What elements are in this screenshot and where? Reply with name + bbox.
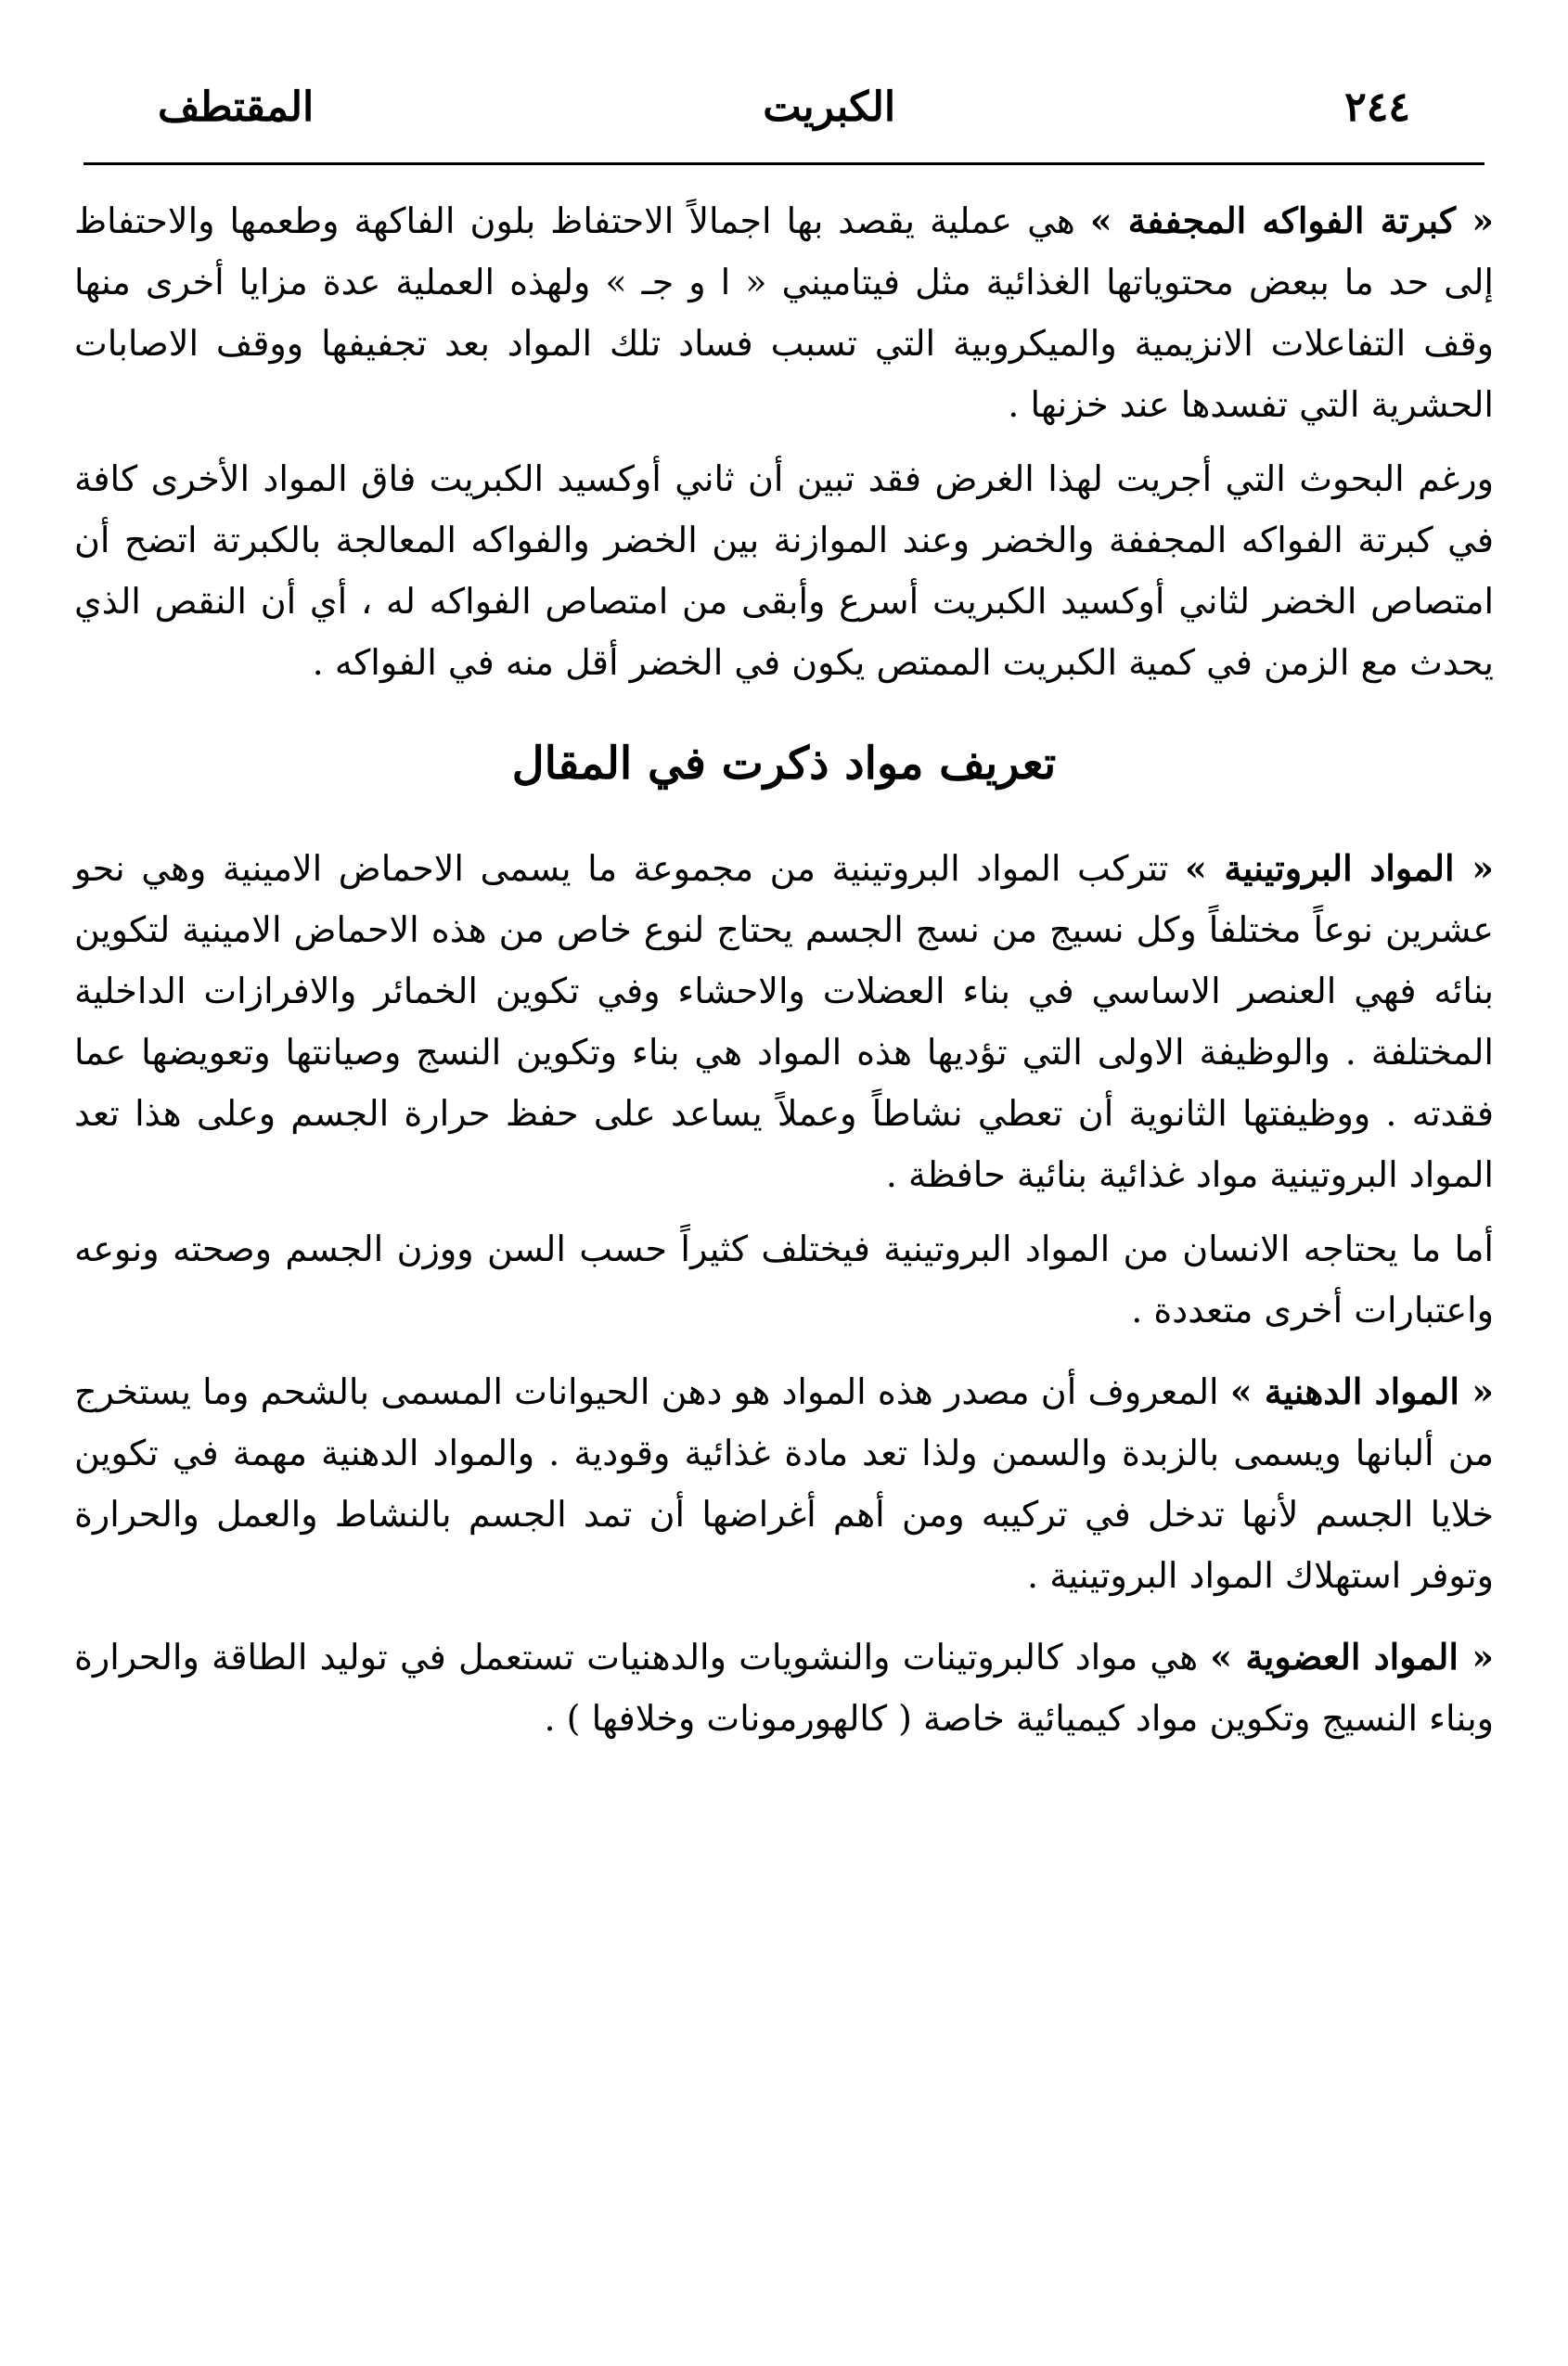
paragraph-research-results xyxy=(74,448,1494,693)
term-label: « المواد الدهنية » xyxy=(1229,1370,1494,1412)
paragraph-organic-matter xyxy=(74,1627,1494,1749)
term-label: « المواد العضوية » xyxy=(1210,1636,1494,1678)
paragraph-text: هي مواد كالبروتينات والنشويات والدهنيات تستعمل في توليد الطاقة والحرارة وبناء النسيج وتكوين مواد كيميائية خاصة ( كالهورمونات وخلافها ) . xyxy=(74,1637,1494,1739)
header-rule xyxy=(84,162,1484,165)
paragraph-dried-fruit-sulfuring xyxy=(74,190,1494,435)
page-header xyxy=(74,65,1494,148)
term-label: « المواد البروتينية » xyxy=(1184,847,1494,889)
paragraph-text: تتركب المواد البروتينية من مجموعة ما يسمى الاحماض الامينية وهي نحو عشرين نوعاً مختلفاً وكل نسيج من نسج الجسم يحتاج لنوع خاص من هذه الاحماض الامينية لتكوين بنائه فهي العنصر الاساسي في بناء العضلات والاحشاء وفي تكوين الخمائر والافرازات الداخلية المختلفة . والوظيفة الاولى التي تؤديها هذه المواد هي بناء وتكوين النسج وصيانتها وتعويضها عما فقدته . ووظيفتها الثانوية أن تعطي نشاطاً وعملاً يساعد على حفظ حرارة الجسم وعلى هذا تعد المواد البروتينية مواد غذائية بنائية حافظة . xyxy=(74,848,1494,1195)
paragraph-text: هي عملية يقصد بها اجمالاً الاحتفاظ بلون الفاكهة وطعمها والاحتفاظ إلى حد ما ببعض محتوياتها الغذائية مثل فيتاميني « ا و جـ » ولهذه العملية عدة مزايا أخرى منها وقف التفاعلات الانزيمية والميكروبية التي تسبب فساد تلك المواد بعد تجفيفها ووقف الاصابات الحشرية التي تفسدها عند خزنها . xyxy=(74,200,1494,425)
spacer xyxy=(74,1341,1494,1361)
journal-name: المقتطف xyxy=(158,83,315,131)
paragraph-fats xyxy=(74,1361,1494,1606)
paragraph-proteins xyxy=(74,838,1494,1205)
section-heading: تعريف مواد ذكرت في المقال xyxy=(511,738,1057,790)
page-body xyxy=(74,190,1494,1749)
paragraph-text: المعروف أن مصدر هذه المواد هو دهن الحيوانات المسمى بالشحم وما يستخرج من ألبانها ويسمى بالزبدة والسمن ولذا تعد مادة غذائية وقودية . والمواد الدهنية مهمة في تكوين خلايا الجسم لأنها تدخل في تركيبه ومن أهم أغراضها أن تمد الجسم بالنشاط والعمل والحرارة وتوفر استهلاك المواد البروتينية . xyxy=(74,1371,1494,1596)
spacer xyxy=(74,1606,1494,1627)
running-title: الكبريت xyxy=(763,83,896,131)
paragraph-text: أما ما يحتاجه الانسان من المواد البروتينية فيختلف كثيراً حسب السن ووزن الجسم وصحته ونوعه واعتبارات أخرى متعددة . xyxy=(74,1228,1494,1331)
paragraph-text: ورغم البحوث التي أجريت لهذا الغرض فقد تبين أن ثاني أوكسيد الكبريت فاق المواد الأخرى كافة في كبرتة الفواكه المجففة والخضر وعند الموازنة بين الخضر والفواكه المعالجة بالكبرتة اتضح أن امتصاص الخضر لثاني أوكسيد الكبريت أسرع وأبقى من امتصاص الفواكه له ، أي أن النقص الذي يحدث مع الزمن في كمية الكبريت الممتص يكون في الخضر أقل منه في الفواكه . xyxy=(74,458,1494,683)
term-label: « كبرتة الفواكه المجففة » xyxy=(1089,199,1494,241)
paragraph-protein-needs xyxy=(74,1218,1494,1341)
page-number: ٢٤٤ xyxy=(1344,83,1410,131)
